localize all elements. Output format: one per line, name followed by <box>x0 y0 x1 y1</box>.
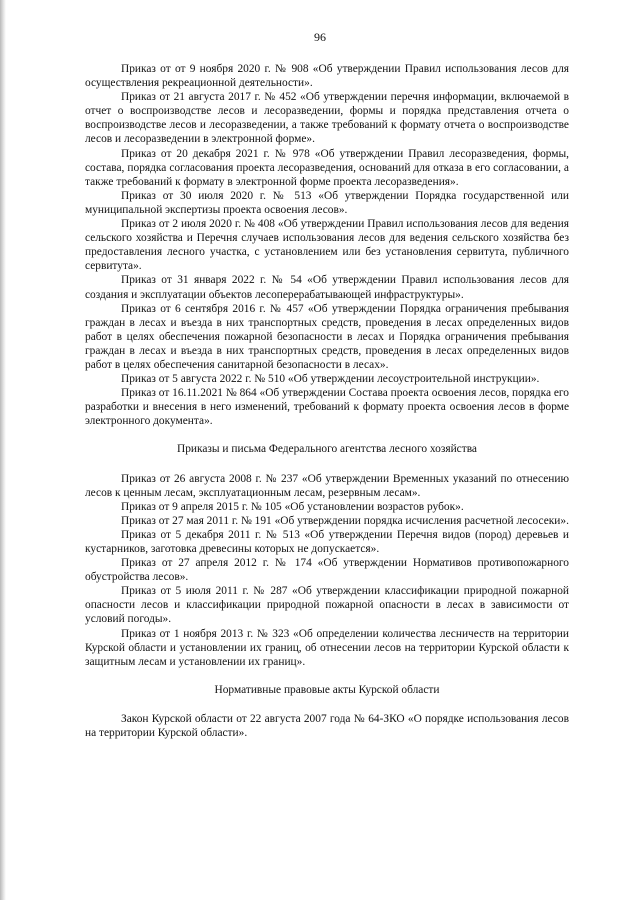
paragraph: Приказ от 5 июля 2011 г. № 287 «Об утверждении классификации природной пожарной опасности лесов и классификации природной пожарной опасности в лесах в зависимости от условий погоды». <box>85 585 569 626</box>
paragraph: Приказ от 1 ноября 2013 г. № 323 «Об определении количества лесничеств на территории Курской области и установлении их границ, об отнесении лесов на территории Курской области к защитным лесам и установлении их границ». <box>85 627 569 668</box>
paragraph: Приказ от от 9 ноября 2020 г. № 908 «Об утверждении Правил использования лесов для осуществления рекреационной деятельности». <box>85 63 569 90</box>
paragraph: Приказ от 6 сентября 2016 г. № 457 «Об утверждении Порядка ограничения пребывания граждан в лесах и въезда в них транспортных средств, проведения в лесах определенных видов работ в целях обеспечения пожарной безопасности в лесах и Порядка ограничения пребывания граждан в лесах и въезда в них транспортных средств, проведения в лесах определенных видов работ в целях обеспечения санитарной безопасности в лесах». <box>85 302 569 371</box>
scan-edge-shadow <box>0 0 6 900</box>
page-number: 96 <box>314 30 326 44</box>
paragraph: Приказ от 31 января 2022 г. № 54 «Об утверждении Правил использования лесов для создания и эксплуатации объектов лесоперерабатывающей инфраструктуры». <box>85 274 569 301</box>
paragraph: Приказ от 5 декабря 2011 г. № 513 «Об утверждении Перечня видов (пород) деревьев и кустарников, заготовка древесины которых не допускается». <box>85 528 569 555</box>
section-heading-federal-agency: Приказы и письма Федерального агентства лесного хозяйства <box>177 443 477 456</box>
paragraph: Приказ от 5 августа 2022 г. № 510 «Об утверждении лесоустроительной инструкции». <box>121 373 540 386</box>
document-body <box>85 62 569 740</box>
paragraph: Приказ от 2 июля 2020 г. № 408 «Об утверждении Правил использования лесов для ведения сельского хозяйства и Перечня случаев использования лесов для ведения сельского хозяйства без предоставления лесного участка, с установлением или без установления сервитута, публичного сервитута». <box>85 218 569 273</box>
paragraph: Приказ от 21 августа 2017 г. № 452 «Об утверждении перечня информации, включаемой в отчет о воспроизводстве лесов и лесоразведении, формы и порядка представления отчета о воспроизводстве лесов и лесоразведении, а также требований к формату отчета о воспроизводстве лесов и лесоразведении в электронной форме». <box>85 91 569 146</box>
paragraph: Приказ от 27 апреля 2012 г. № 174 «Об утверждении Нормативов противопожарного обустройства лесов». <box>85 557 569 584</box>
paragraph: Приказ от 16.11.2021 № 864 «Об утверждении Состава проекта освоения лесов, порядка его разработки и внесения в него изменений, требований к формату проекта освоения лесов в форме электронного документа». <box>85 387 569 428</box>
paragraph: Приказ от 9 апреля 2015 г. № 105 «Об установлении возрастов рубок». <box>121 500 464 513</box>
paragraph: Приказ от 27 мая 2011 г. № 191 «Об утверждении порядка исчисления расчетной лесосеки». <box>121 514 569 527</box>
section-heading-kursk-region: Нормативные правовые акты Курской области <box>214 683 440 696</box>
paragraph: Приказ от 20 декабря 2021 г. № 978 «Об утверждении Правил лесоразведения, формы, состава, порядка согласования проекта лесоразведения, оснований для отказа в его согласовании, а также требований к формату в электронной форме проекта лесоразведения». <box>85 147 569 188</box>
paragraph: Приказ от 30 июля 2020 г. № 513 «Об утверждении Порядка государственной или муниципальной экспертизы проекта освоения лесов». <box>85 189 569 216</box>
paragraph: Закон Курской области от 22 августа 2007 года № 64-ЗКО «О порядке использования лесов на территории Курской области». <box>85 712 569 740</box>
paragraph: Приказ от 26 августа 2008 г. № 237 «Об утверждении Временных указаний по отнесению лесов к ценным лесам, эксплуатационным лесам, резервным лесам». <box>85 472 569 499</box>
